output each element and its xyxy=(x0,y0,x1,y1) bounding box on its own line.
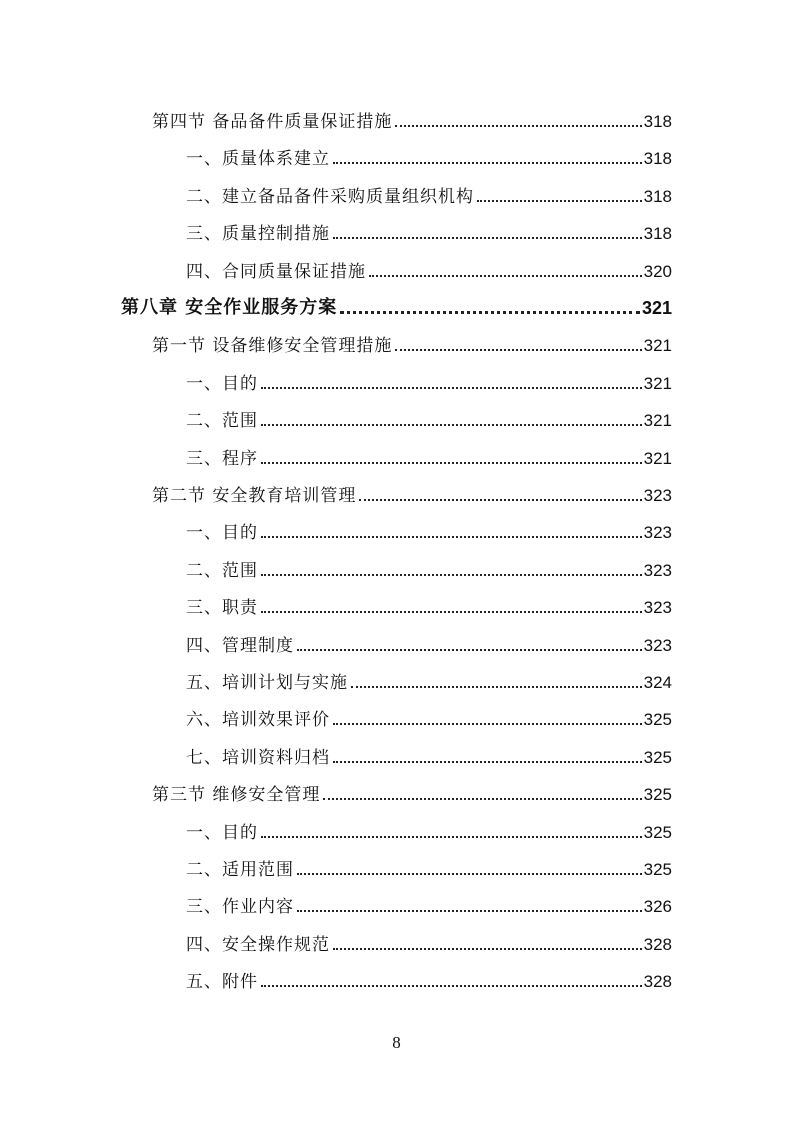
toc-entry-page: 321 xyxy=(643,373,672,393)
toc-entry-title: 第八章 安全作业服务方案 xyxy=(121,297,338,318)
toc-entry-title: 第二节 安全教育培训管理 xyxy=(152,486,357,506)
toc-entry-title: 二、范围 xyxy=(186,560,258,581)
toc-entry-title: 二、范围 xyxy=(186,411,258,432)
toc-entry-page: 324 xyxy=(643,673,672,692)
dot-leader xyxy=(261,536,642,538)
toc-entry-page: 325 xyxy=(643,822,672,842)
toc-entry[interactable] xyxy=(186,405,672,431)
toc-entry-page: 318 xyxy=(643,112,672,131)
dot-leader xyxy=(261,424,642,426)
toc-entry-title: 四、管理制度 xyxy=(186,635,294,656)
toc-entry-title: 二、适用范围 xyxy=(186,860,294,880)
toc-entry-page: 321 xyxy=(641,298,672,318)
toc-entry-title: 一、质量体系建立 xyxy=(186,149,330,170)
dot-leader xyxy=(340,311,640,314)
toc-entry-page: 323 xyxy=(643,523,672,543)
dot-leader xyxy=(369,275,642,277)
dot-leader xyxy=(261,985,642,987)
toc-entry-title: 三、程序 xyxy=(186,448,258,469)
toc-entry[interactable] xyxy=(186,592,672,618)
toc-entry-page: 325 xyxy=(643,710,672,730)
dot-leader xyxy=(333,761,642,763)
toc-entry-title: 六、培训效果评价 xyxy=(186,710,330,731)
toc-entry-title: 三、作业内容 xyxy=(186,897,294,918)
toc-entry-page: 328 xyxy=(643,972,672,992)
toc-entry-title: 一、目的 xyxy=(186,373,258,394)
toc-entry[interactable] xyxy=(186,368,672,394)
toc-entry[interactable] xyxy=(152,779,672,805)
toc-entry-page: 328 xyxy=(643,934,672,954)
dot-leader xyxy=(333,948,642,950)
toc-entry[interactable] xyxy=(186,854,672,880)
toc-entry-title: 三、职责 xyxy=(186,598,258,619)
dot-leader xyxy=(477,200,642,202)
toc-entry-page: 325 xyxy=(643,860,672,879)
dot-leader xyxy=(359,499,641,501)
toc-entry-title: 一、目的 xyxy=(186,822,258,843)
dot-leader xyxy=(261,462,642,464)
toc-entry-page: 326 xyxy=(643,897,672,917)
toc-entry[interactable] xyxy=(186,742,672,768)
toc-entry-page: 325 xyxy=(643,747,672,767)
toc-entry-title: 第一节 设备维修安全管理措施 xyxy=(152,336,393,357)
dot-leader xyxy=(395,125,641,127)
toc-entry-title: 一、目的 xyxy=(186,523,258,544)
toc-entry-page: 320 xyxy=(643,261,672,281)
toc-entry[interactable] xyxy=(152,330,672,356)
toc-entry-title: 五、附件 xyxy=(186,972,258,993)
dot-leader xyxy=(261,574,642,576)
toc-entry-page: 318 xyxy=(643,186,672,206)
toc-entry[interactable] xyxy=(186,929,672,955)
dot-leader xyxy=(297,649,642,651)
toc-entry-page: 323 xyxy=(643,598,672,618)
toc-entry-title: 第三节 维修安全管理 xyxy=(152,785,321,806)
toc-entry-title: 四、合同质量保证措施 xyxy=(186,261,366,282)
dot-leader xyxy=(261,387,642,389)
toc-entry-page: 321 xyxy=(643,448,672,468)
toc-entry[interactable] xyxy=(152,480,672,506)
dot-leader xyxy=(333,162,642,164)
toc-entry-page: 323 xyxy=(643,486,672,505)
toc-entry[interactable] xyxy=(186,143,672,169)
dot-leader xyxy=(323,798,641,800)
dot-leader xyxy=(261,611,642,613)
toc-entry-page: 323 xyxy=(643,560,672,580)
toc-entry[interactable] xyxy=(186,443,672,469)
toc-entry-page: 323 xyxy=(643,635,672,655)
toc-entry-title: 四、安全操作规范 xyxy=(186,934,330,955)
toc-entry-title: 二、建立备品备件采购质量组织机构 xyxy=(186,186,474,207)
dot-leader xyxy=(351,686,642,688)
toc-entry-page: 321 xyxy=(643,336,672,356)
toc-entry[interactable] xyxy=(121,293,672,319)
toc-entry-page: 318 xyxy=(643,224,672,244)
toc-entry[interactable] xyxy=(186,256,672,282)
dot-leader xyxy=(395,349,641,351)
toc-entry[interactable] xyxy=(186,817,672,843)
dot-leader xyxy=(333,723,642,725)
toc-entry-title: 七、培训资料归档 xyxy=(186,747,330,768)
toc-entry-title: 三、质量控制措施 xyxy=(186,224,330,245)
dot-leader xyxy=(333,237,642,239)
toc-entry[interactable] xyxy=(186,181,672,207)
toc-entry-page: 321 xyxy=(643,411,672,431)
toc-entry[interactable] xyxy=(186,704,672,730)
toc-entry[interactable] xyxy=(186,218,672,244)
dot-leader xyxy=(261,836,642,838)
toc-entry-page: 325 xyxy=(643,785,672,805)
page-number: 8 xyxy=(392,1033,401,1052)
dot-leader xyxy=(297,910,642,912)
toc-entry[interactable] xyxy=(186,667,672,693)
toc-entry[interactable] xyxy=(186,630,672,656)
toc-entry-page: 318 xyxy=(643,149,672,169)
toc-entry[interactable] xyxy=(152,106,672,132)
toc-entry[interactable] xyxy=(186,555,672,581)
dot-leader xyxy=(297,873,642,875)
toc-entry[interactable] xyxy=(186,517,672,543)
toc-entry-title: 第四节 备品备件质量保证措施 xyxy=(152,112,393,132)
toc-entry[interactable] xyxy=(186,891,672,917)
toc-entry[interactable] xyxy=(186,966,672,992)
toc-entry-title: 五、培训计划与实施 xyxy=(186,673,348,693)
